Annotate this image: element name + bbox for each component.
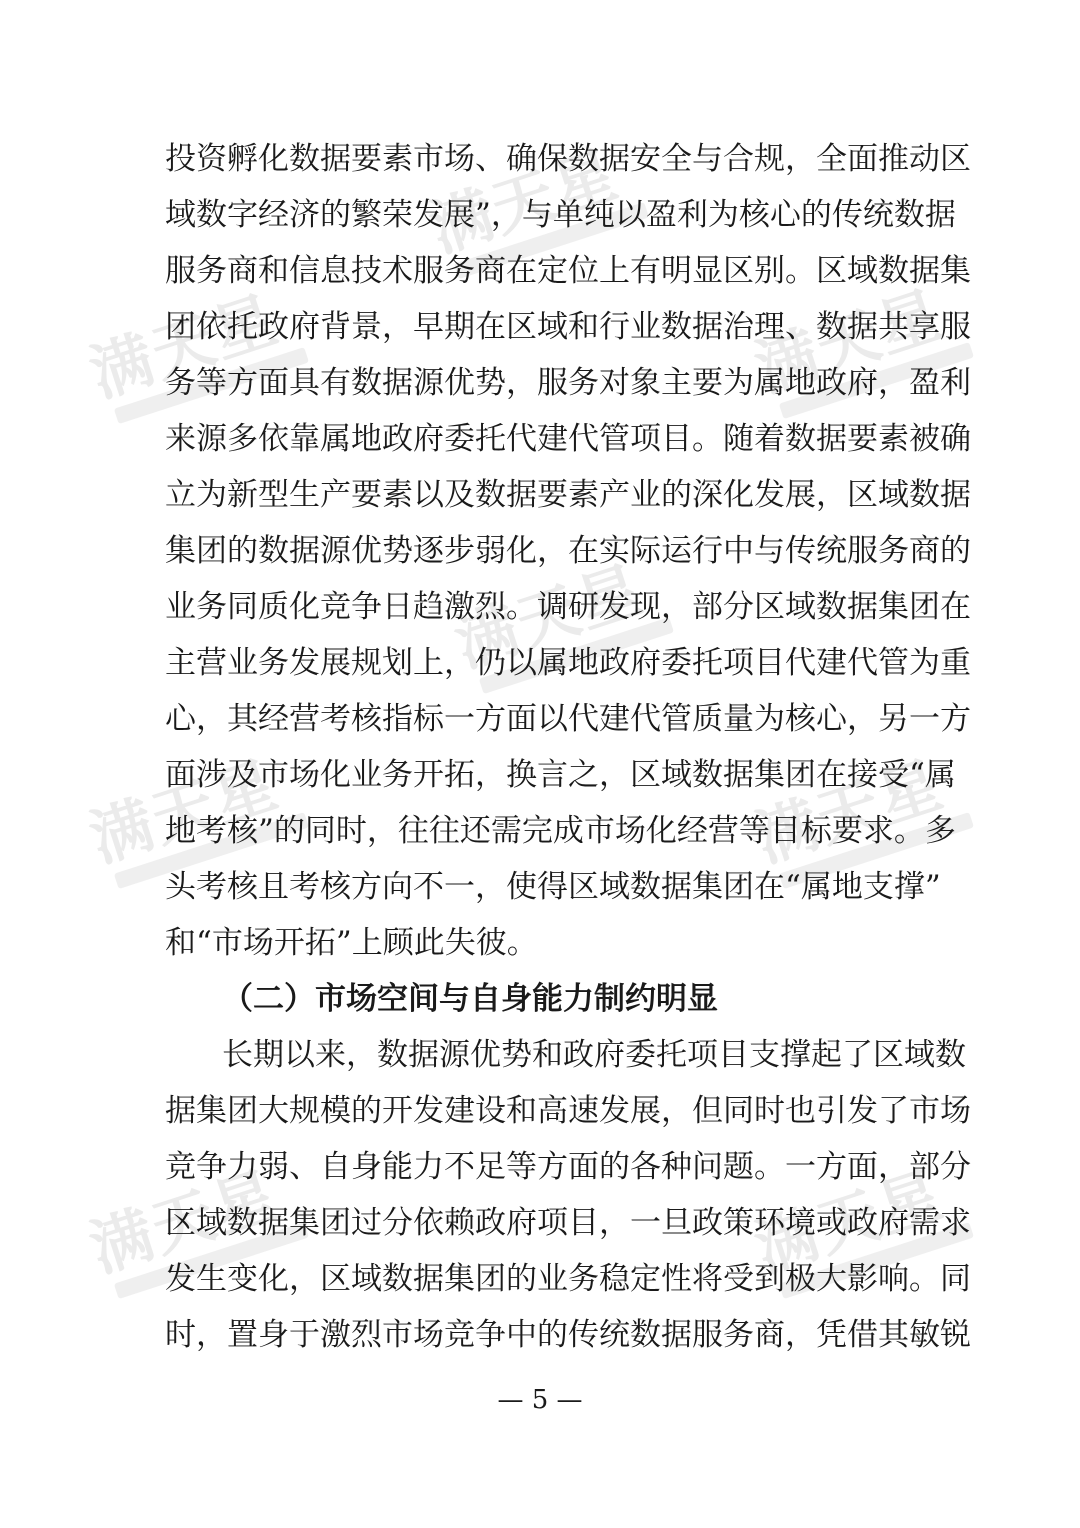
text-line: 业务同质化竞争日趋激烈。调研发现，部分区域数据集团在 (165, 589, 971, 625)
text-line: 主营业务发展规划上，仍以属地政府委托项目代建代管为重 (165, 645, 971, 681)
watermark-logo: 满天星 (422, 127, 678, 312)
text-line: 来源多依靠属地政府委托代建代管项目。随着数据要素被确 (165, 421, 971, 457)
text-line: 区域数据集团过分依赖政府项目，一旦政策环境或政府需求 (165, 1205, 971, 1241)
text-line: 服务商和信息技术服务商在定位上有明显区别。区域数据集 (165, 253, 971, 289)
text-line: 域数字经济的繁荣发展”，与单纯以盈利为核心的传统数据 (165, 197, 956, 233)
watermark-logo: 满天星 (747, 267, 1003, 452)
text-line: 投资孵化数据要素市场、确保数据安全与合规，全面推动区 (165, 141, 971, 177)
text-line: 立为新型生产要素以及数据要素产业的深化发展，区域数据 (165, 477, 971, 513)
text-line: 长期以来，数据源优势和政府委托项目支撑起了区域数 (222, 1037, 966, 1073)
section-heading: （二）市场空间与自身能力制约明显 (222, 981, 718, 1017)
text-line: 头考核且考核方向不一，使得区域数据集团在“属地支撑” (165, 869, 941, 905)
watermark-logo: 满天星 (82, 1147, 338, 1332)
watermark-logo: 满天星 (82, 272, 338, 457)
text-line: 地考核”的同时，往往还需完成市场化经营等目标要求。多 (165, 813, 956, 849)
page-number: — 5 — (497, 1385, 583, 1415)
watermark-logo: 满天星 (82, 737, 338, 922)
text-line: 据集团大规模的开发建设和高速发展，但同时也引发了市场 (165, 1093, 971, 1129)
watermark-logo: 满天星 (747, 737, 1003, 922)
text-line: 集团的数据源优势逐步弱化，在实际运行中与传统服务商的 (165, 533, 971, 569)
watermark-logo: 满天星 (747, 1147, 1003, 1332)
text-line: 发生变化，区域数据集团的业务稳定性将受到极大影响。同 (165, 1261, 971, 1297)
text-line: 竞争力弱、自身能力不足等方面的各种问题。一方面，部分 (165, 1149, 971, 1185)
watermark-logo: 满天星 (447, 542, 703, 727)
text-line: 时，置身于激烈市场竞争中的传统数据服务商，凭借其敏锐 (165, 1317, 971, 1353)
text-line: 心，其经营考核指标一方面以代建代管质量为核心，另一方 (165, 701, 971, 737)
text-line: 和“市场开拓”上顾此失彼。 (165, 925, 538, 961)
text-line: 面涉及市场化业务开拓，换言之，区域数据集团在接受“属 (165, 757, 956, 793)
text-line: 务等方面具有数据源优势，服务对象主要为属地政府，盈利 (165, 365, 971, 401)
text-line: 团依托政府背景，早期在区域和行业数据治理、数据共享服 (165, 309, 971, 345)
